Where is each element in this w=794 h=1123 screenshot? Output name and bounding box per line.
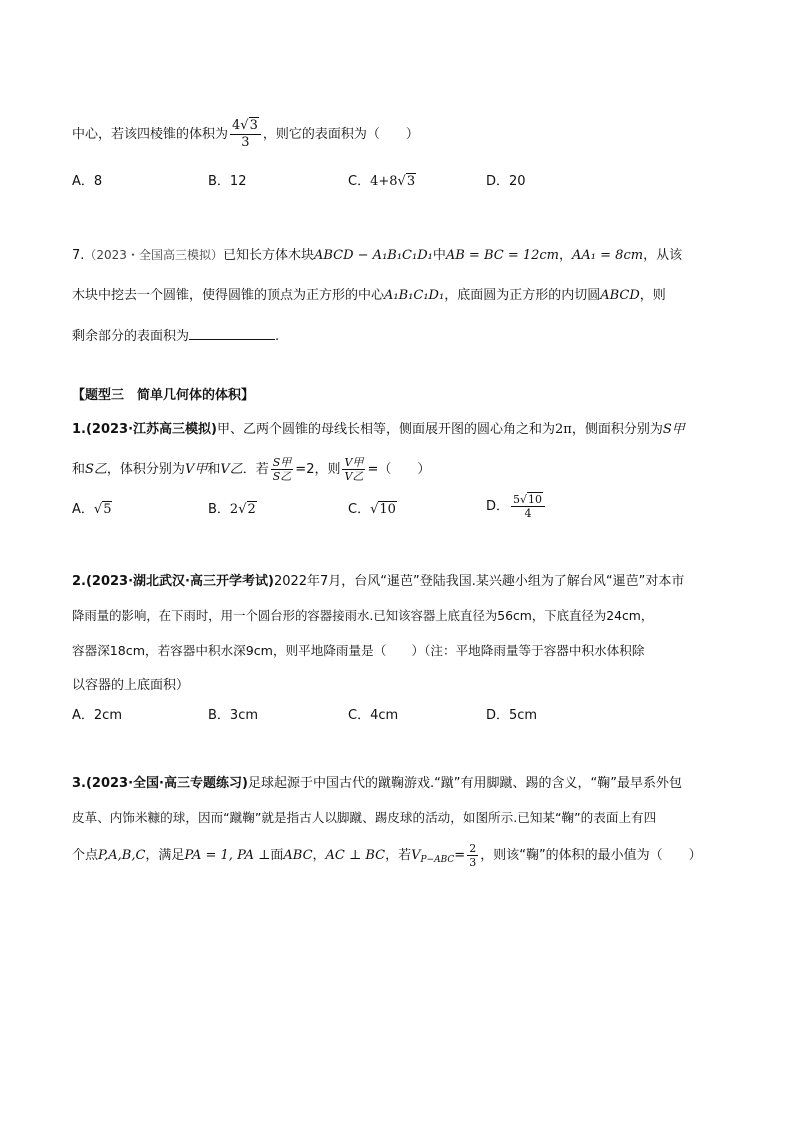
q7-answer-blank[interactable] xyxy=(189,327,275,340)
p1-volume-ratio: $\frac{\text{V甲}}{\text{V乙}}$ xyxy=(344,456,364,483)
q7-line-3: 剩余部分的表面积为 . xyxy=(72,329,280,344)
p3-line-3: 个点P,A,B,C，满足PA = 1, PA ⊥面ABC，AC ⊥ BC，若$V_{P-ABC}=$ $\frac{2}{3}$ ，则该“鞠”的体积的最小值为（ ） xyxy=(72,842,702,869)
p2-option-c[interactable]: C．4cm xyxy=(348,708,399,723)
p2-line-3: 容器深18cm，若容器中积水深9cm，则平地降雨量是（ ）（注：平地降雨量等于容器中积水体积除 xyxy=(72,643,645,658)
q6-options xyxy=(72,171,772,193)
q6-option-c[interactable]: C．4+8√3 xyxy=(348,174,416,189)
section-title: 【题型三 简单几何体的体积】 xyxy=(72,388,255,403)
p1-options xyxy=(72,493,772,521)
p2-line-4: 以容器的上底面积） xyxy=(72,678,190,693)
p2-line-1: 2.(2023·湖北武汉·高三开学考试)2022年7月，台风“暹芭”登陆我国.某兴趣小组为了解台风“暹芭”对本市 xyxy=(72,574,685,589)
p2-option-a[interactable]: A．2cm xyxy=(72,708,122,723)
p3-line-1: 3.(2023·全国·高三专题练习)足球起源于中国古代的蹴鞠游戏.“蹴”有用脚蹴、踢的含义，“鞠”最早系外包 xyxy=(72,776,683,791)
p2-line-2: 降雨量的影响，在下雨时，用一个圆台形的容器接雨水.已知该容器上底直径为56cm，下底直径为24cm， xyxy=(72,608,654,623)
p2-options xyxy=(72,705,772,727)
q6-option-b[interactable]: B．12 xyxy=(208,174,247,189)
q6-stem: 中心，若该四棱锥的体积为 $\frac{4√3}{3}$ ，则它的表面积为（ ） xyxy=(72,118,419,150)
q7-line-1: 7.（2023・全国高三模拟）已知长方体木块ABCD − A₁B₁C₁D₁中AB = BC = 12cm，AA₁ = 8cm，从该 xyxy=(72,248,683,263)
p2-option-b[interactable]: B．3cm xyxy=(208,708,259,723)
p3-volume-fraction: $\frac{2}{3}$ xyxy=(469,842,477,869)
p2-option-d[interactable]: D．5cm xyxy=(486,708,538,723)
p1-line-1: 1.(2023·江苏高三模拟)甲、乙两个圆锥的母线长相等，侧面展开图的圆心角之和为2π，侧面积分别为S甲 xyxy=(72,422,685,437)
p1-area-ratio: $\frac{\text{S甲}}{\text{S乙}}$ xyxy=(272,456,292,483)
q7-line-2: 木块中挖去一个圆锥，使得圆锥的顶点为正方形的中心A₁B₁C₁D₁，底面圆为正方形的内切圆ABCD，则 xyxy=(72,288,666,303)
q6-option-d[interactable]: D．20 xyxy=(486,174,526,189)
q6-option-a[interactable]: A．8 xyxy=(72,174,103,189)
q6-volume-fraction: $\frac{4√3}{3}$ xyxy=(230,118,261,151)
p1-line-2: 和S乙，体积分别为V甲和V乙．若 $\frac{\text{S甲}}{\text{S乙}}$ =2，则 $\frac{\text{V甲}}{\text{V乙}}$ =（ ） xyxy=(72,456,431,483)
p1-option-d[interactable]: D． $\frac{5√10}{4}$ xyxy=(486,493,547,520)
p3-line-2: 皮革、内饰米糠的球，因而“蹴鞠”就是指古人以脚蹴、踢皮球的活动，如图所示.已知某“鞠”的表面上有四 xyxy=(72,810,657,825)
p1-option-c[interactable]: C．√10 xyxy=(348,502,396,517)
p1-option-a[interactable]: A．√5 xyxy=(72,502,112,517)
p1-option-b[interactable]: B．2√2 xyxy=(208,502,256,517)
